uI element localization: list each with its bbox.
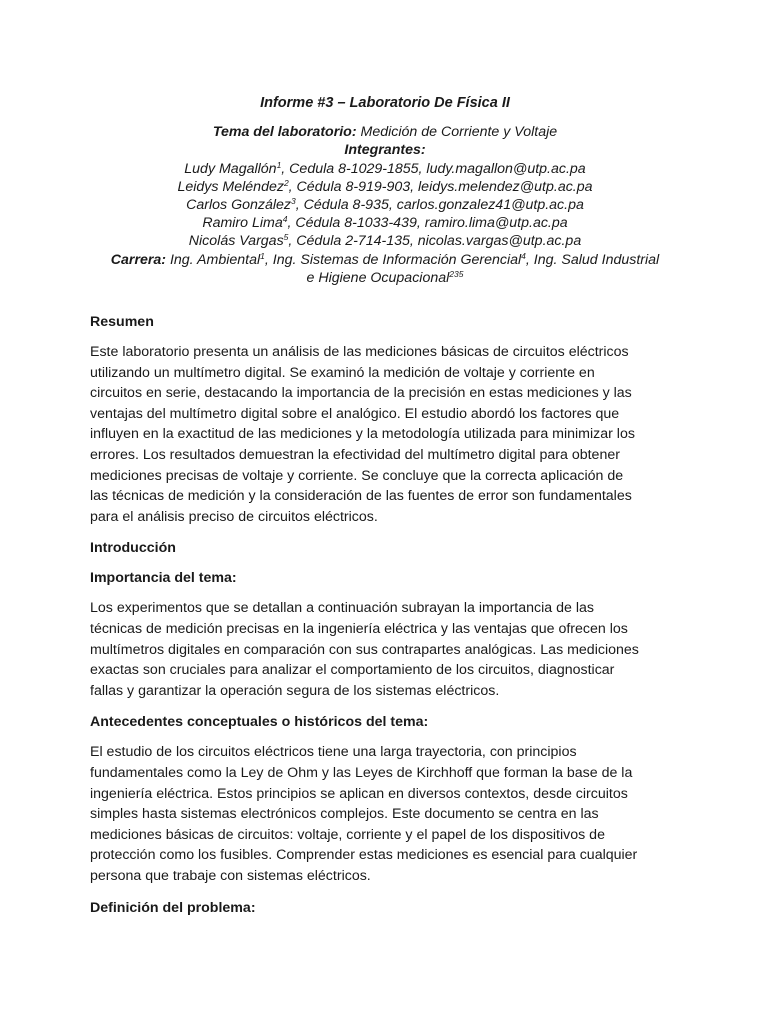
member-index: 5 [283,232,289,243]
member-details: , Cédula 8-919-903, leidys.melendez@utp.ac.pa [288,178,593,195]
career-line-continued [90,269,680,287]
text-line: fundamentales como la Ley de Ohm y las Leyes de Kirchhoff que forman la base de la [90,764,633,781]
career-ambiental: Ing. Ambiental [166,251,261,268]
text-line: utilizando un multímetro digital. Se examinó la medición de voltaje y corriente en [90,364,595,381]
member-name: Leidys Meléndez [177,178,284,195]
member-line [90,178,680,196]
text-line: mediciones precisas de voltaje y corriente. Se concluye que la correcta aplicación de [90,467,624,484]
member-details: , Cédula 8-935, carlos.gonzalez41@utp.ac.pa [295,197,584,214]
abstract-paragraph [90,342,680,527]
background-paragraph [90,742,680,886]
member-line [90,196,680,214]
career-label: Carrera: [110,251,167,268]
member-name: Nicolás Vargas [188,233,284,250]
text-line: circuitos en serie, destacando la importancia de la precisión en estas mediciones y las [90,385,632,402]
member-line [90,232,680,250]
member-name: Ramiro Lima [202,215,283,232]
member-line [90,160,680,178]
text-line: errores. Los resultados demuestran la efectividad del multímetro digital para obtener [90,447,620,463]
career-index: 1 [260,250,265,261]
abstract-heading: Resumen [90,314,154,331]
text-line: multímetros digitales en comparación con sus contrapartes analógicas. Las mediciones [90,641,639,658]
lab-topic-value: Medición de Corriente y Voltaje [356,124,558,141]
career-higiene: e Higiene Ocupacional [306,269,450,286]
background-heading: Antecedentes conceptuales o históricos del tema: [90,714,429,731]
text-line: Los experimentos que se detallan a continuación subrayan la importancia de las [90,600,594,617]
member-details: , Cédula 8-1033-439, ramiro.lima@utp.ac.pa [287,215,568,232]
document-header [90,94,680,287]
introduction-heading: Introducción [90,540,176,557]
problem-definition-heading: Definición del problema: [90,899,256,916]
career-index: 4 [521,250,526,261]
text-line: persona que trabaje con sistemas eléctricos. [90,867,371,884]
member-line [90,214,680,232]
importance-heading: Importancia del tema: [90,570,237,587]
text-line: mediciones básicas de circuitos: voltaje, corriente y el papel de los dispositivos de [90,826,605,843]
lab-topic-line [90,123,680,141]
member-index: 4 [282,214,288,225]
career-salud: , Ing. Salud Industrial [525,251,660,268]
importance-paragraph [90,598,680,701]
text-line: fallas y garantizar la operación segura de los sistemas eléctricos. [90,682,500,699]
text-line: para el análisis preciso de circuitos eléctricos. [90,508,378,525]
career-index: 235 [449,268,464,279]
text-line: influyen en la exactitud de las mediciones y la metodología utilizada para minimizar los [90,426,635,443]
career-sistemas: , Ing. Sistemas de Información Gerencial [264,251,522,268]
career-line [90,251,680,269]
text-line: ventajas del multímetro digital sobre el analógico. El estudio abordó los factores que [90,405,620,422]
member-details: , Cédula 2-714-135, nicolas.vargas@utp.ac.pa [288,233,582,250]
member-name: Ludy Magallón [184,160,277,177]
text-line: exactas son cruciales para analizar el comportamiento de los circuitos, diagnosticar [90,662,615,679]
text-line: Este laboratorio presenta un análisis de las mediciones básicas de circuitos eléctricos [90,344,629,361]
lab-topic-label: Tema del laboratorio: [212,124,357,141]
text-line: protección como los fusibles. Comprender estas mediciones es esencial para cualquier [90,847,638,864]
report-title: Informe #3 – Laboratorio De Física II [260,95,510,111]
text-line: ingeniería eléctrica. Estos principios se aplican en diversos contextos, desde circuitos [90,785,628,802]
member-details: , Cedula 8-1029-1855, ludy.magallon@utp.ac.pa [281,160,586,177]
text-line: El estudio de los circuitos eléctricos tiene una larga trayectoria, con principios [90,744,577,761]
members-label: Integrantes: [344,142,426,159]
member-index: 3 [291,196,296,207]
member-index: 2 [283,177,289,188]
text-line: técnicas de medición precisas en la ingeniería eléctrica y las ventajas que ofrecen los [90,620,628,637]
member-index: 1 [276,159,282,170]
member-name: Carlos González [186,197,292,214]
text-line: las técnicas de medición y la consideración de las fuentes de error son fundamentales [90,488,632,505]
text-line: simples hasta sistemas electrónicos complejos. Este documento se centra en las [90,806,599,823]
